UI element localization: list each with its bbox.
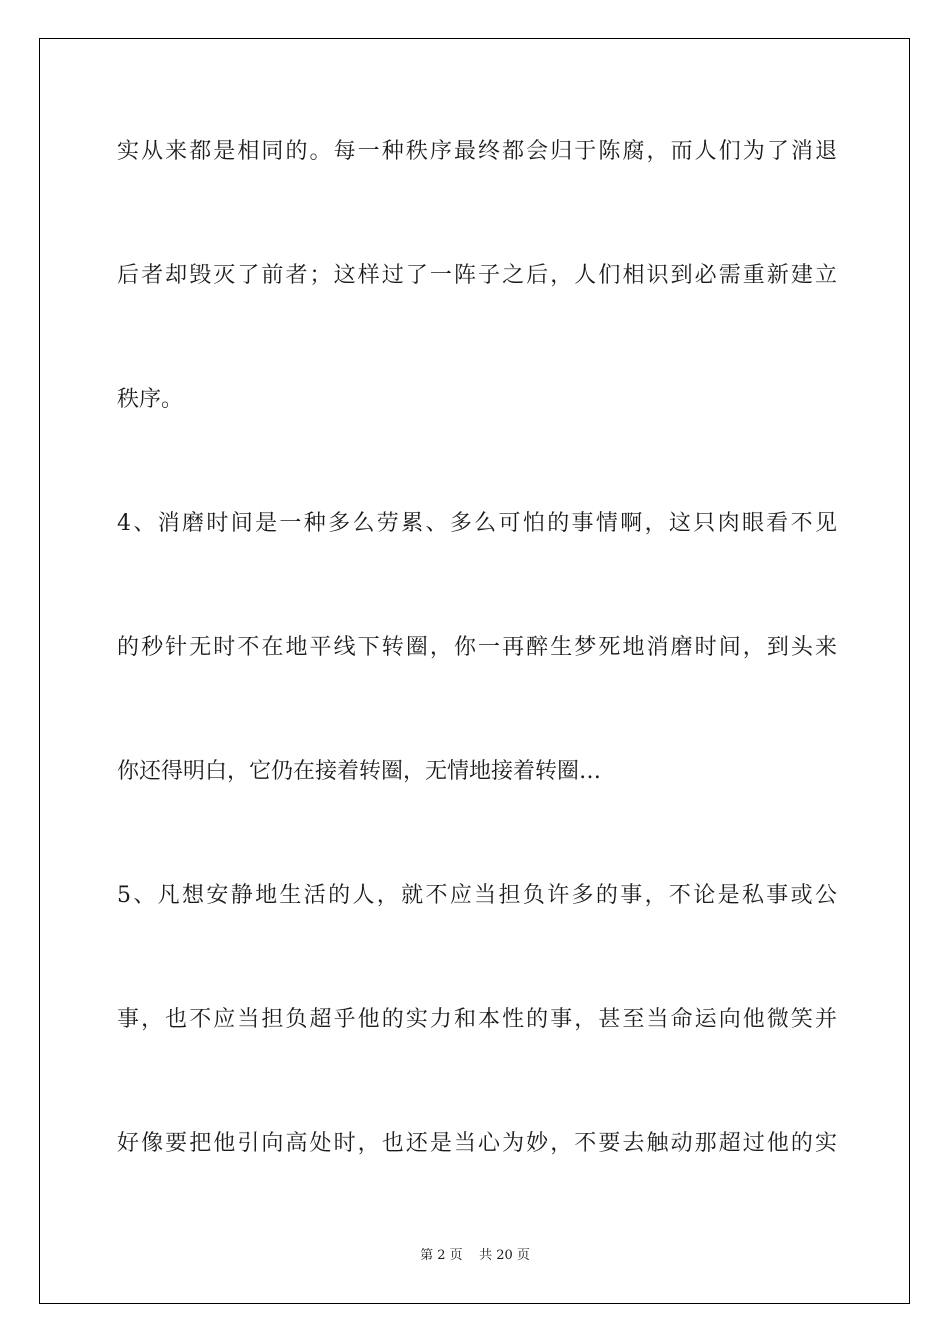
text-line: 5、凡想安静地生活的人，就不应当担负许多的事，不论是私事或公	[117, 883, 837, 908]
text-line: 后者却毁灭了前者；这样过了一阵子之后，人们相识到必需重新建立	[117, 263, 837, 288]
text-line: 实从来都是相同的。每一种秩序最终都会归于陈腐，而人们为了消退	[117, 139, 837, 164]
text-line: 4、消磨时间是一种多么劳累、多么可怕的事情啊，这只肉眼看不见	[117, 511, 837, 536]
text-line: 事，也不应当担负超乎他的实力和本性的事，甚至当命运向他微笑并	[117, 1007, 837, 1032]
text-line: 的秒针无时不在地平线下转圈，你一再醉生梦死地消磨时间，到头来	[117, 635, 837, 660]
text-line: 你还得明白，它仍在接着转圈，无情地接着转圈…	[117, 759, 602, 784]
page-number-footer: 第 2 页 共 20 页	[420, 1248, 530, 1263]
page-border	[39, 38, 910, 1304]
text-line: 秩序。	[117, 387, 184, 412]
text-line: 好像要把他引向高处时，也还是当心为妙，不要去触动那超过他的实	[117, 1131, 837, 1156]
